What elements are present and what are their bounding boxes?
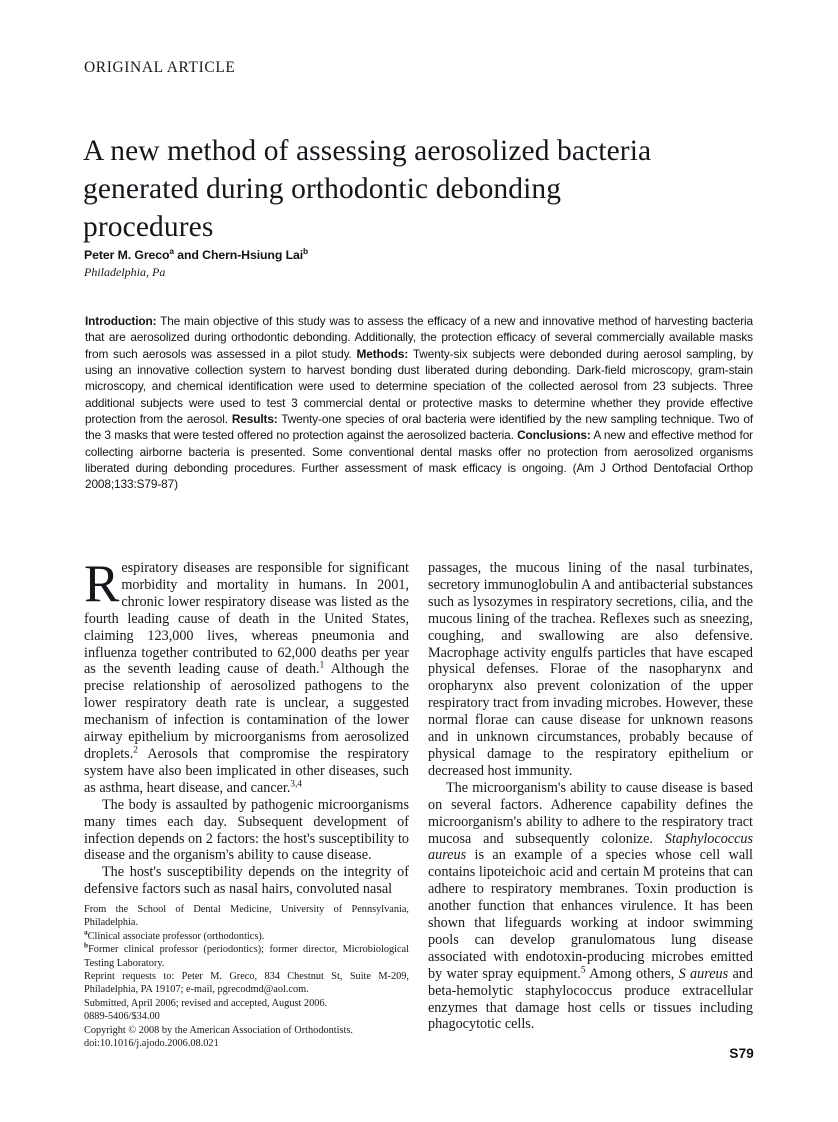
citation-marker: 5 [580,965,586,976]
footnote-block [84,903,409,1050]
article-type-kicker: ORIGINAL ARTICLE [84,59,236,76]
abstract-text-methods: Twenty-six subjects were debonded during aerosol sampling, by using an innovative collection system to harvest bonding dust liberated during debonding. Dark-field microscopy, gram-stain microscopy, and chemical identification were used to determine speciation of the collected aerosol from 23 subjects. Three additional subjects were used to test 3 commercial dental or protective masks to determine whether they provide effective protection from the aerosol. [85,346,754,427]
paragraph-text: Aerosols that compromise the respiratory system have also been implicated in other diseases, such as asthma, heart disease, and cancer. [84,745,409,796]
footnote-copyright: Copyright © 2008 by the American Association of Orthodontists. [84,1024,353,1036]
species-name: S aureus [678,965,729,982]
footnote-b-text: Former clinical professor (periodontics); former director, Microbiological Testing Laboratory. [84,944,409,969]
footnote-marker-a: a [84,927,88,937]
footnote-a [84,927,409,943]
body-column-left [84,555,409,898]
abstract-label-introduction: Introduction: [85,314,157,328]
author-affiliation-marker-b: b [303,245,309,256]
footnote-reprint-requests: Reprint requests to: Peter M. Greco, 834 Chestnut St, Suite M-209, Philadelphia, PA 19107; e-mail, pgrecodmd@aol.com. [84,971,409,996]
abstract-label-methods: Methods: [356,346,409,361]
species-name: Staphylococcus aureus [428,830,753,864]
footnote-submission-dates: Submitted, April 2006; revised and accepted, August 2006. [84,997,328,1009]
author-line [84,245,309,262]
footnote-a-text: Clinical associate professor (orthodontics). [87,930,265,942]
citation-marker: 2 [133,745,138,756]
citation-marker: 3,4 [290,779,303,790]
abstract-text-results: Twenty-one species of oral bacteria were identified by the new sampling technique. Two of the 3 masks that were tested offered no protection against the aerosolized bacteria. [85,412,754,443]
paragraph-text: espiratory diseases are responsible for significant morbidity and mortality in humans. In 2001, chronic lower respiratory disease was listed as the fourth leading cause of death in the United States, claiming 123,000 lives, whereas pneumonia and influenza together contributed to 62,000 deaths per year as the seventh leading cause of death. [84,560,409,678]
page-title: A new method of assessing aerosolized bacteria generated during orthodontic debonding procedures [83,134,652,243]
author-location: Philadelphia, Pa [84,265,166,279]
abstract-label-conclusions: Conclusions: [517,428,591,443]
paragraph-text: and beta-hemolytic staphylococcus produce extracellular enzymes that damage host cells or tissues including phagocytotic cells. [428,965,753,1033]
drop-cap: R [84,555,120,613]
paragraph: passages, the mucous lining of the nasal turbinates, secretory immunoglobulin A and antibacterial substances such as lysozymes in respiratory secretions, cilia, and the mucous lining of the trachea. Reflexes such as sneezing, coughing, and swallowing are also defensive. Macrophage activity engulfs particles that have escaped physical defenses. Florae of the nasopharynx and oropharynx also prevent colonization of the upper respiratory tract from invading microbes. However, these normal florae can cause disease for unknown reasons and in unknown circumstances, probably because of physical damage to the respiratory epithelium or decreased host immunity. [428,560,753,779]
footnote-issn: 0889-5406/$34.00 [84,1011,160,1023]
paragraph-text: is an example of a species whose cell wall contains lipoteichoic acid and certain M proteins that can adhere to respiratory membranes. Toxin production is another function that enhances virulence. It has been shown that lifeguards working at indoor swimming pools can develop granulomatous lung disease associated with endotoxin-producing microbes emitted by water spray equipment. [428,847,753,982]
author-joiner: and Chern-Hsiung Lai [173,248,304,262]
paragraph: The body is assaulted by pathogenic microorganisms many times each day. Subsequent development of infection depends on 2 factors: the host's susceptibility to disease and the organism's ability to cause disease. [84,796,409,864]
footnote-b [84,940,409,970]
paragraph-text: Among others, [585,965,679,982]
author-primary: Peter M. Greco [84,248,170,262]
abstract-block [85,313,753,493]
abstract-text-introduction: The main objective of this study was to assess the efficacy of a new and innovative method of harvesting bacteria that are aerosolized during orthodontic debonding. Additionally, the protection efficacy of several commercially available masks from such aerosols was assessed in a pilot study. [85,314,753,361]
paragraph-text: The microorganism's ability to cause disease is based on several factors. Adherence capability defines the microorganism's ability to adhere to the respiratory tract mucosa and subsequently colonize. [428,779,753,847]
paragraph-text: Although the precise relationship of aerosolized pathogens to the lower respiratory death rate is unclear, a suggested mechanism of infection is contamination of the lower airway epithelium by microorganisms from aerosolized droplets. [84,661,409,762]
page-number: S79 [729,1046,754,1061]
paragraph [84,555,409,797]
footnote-marker-b: b [84,940,89,950]
abstract-label-results: Results: [231,412,278,427]
paragraph [428,780,753,1034]
citation-marker: 1 [319,660,325,671]
abstract-text-conclusions: A new and effective method for collecting airborne bacteria is presented. Some conventional dental masks offer no protection from aerosolized organisms liberated during debonding procedures. Further assessment of mask efficacy is ongoing. (Am J Orthod Dentofacial Orthop 2008;133:S79-87) [85,428,753,492]
body-column-right [428,560,753,1033]
footnote-affiliation: From the School of Dental Medicine, University of Pennsylvania, Philadelphia. [84,904,409,929]
paragraph: The host's susceptibility depends on the integrity of defensive factors such as nasal hairs, convoluted nasal [84,864,409,898]
footnote-doi: doi:10.1016/j.ajodo.2006.08.021 [84,1038,219,1050]
author-affiliation-marker-a: a [169,245,174,256]
